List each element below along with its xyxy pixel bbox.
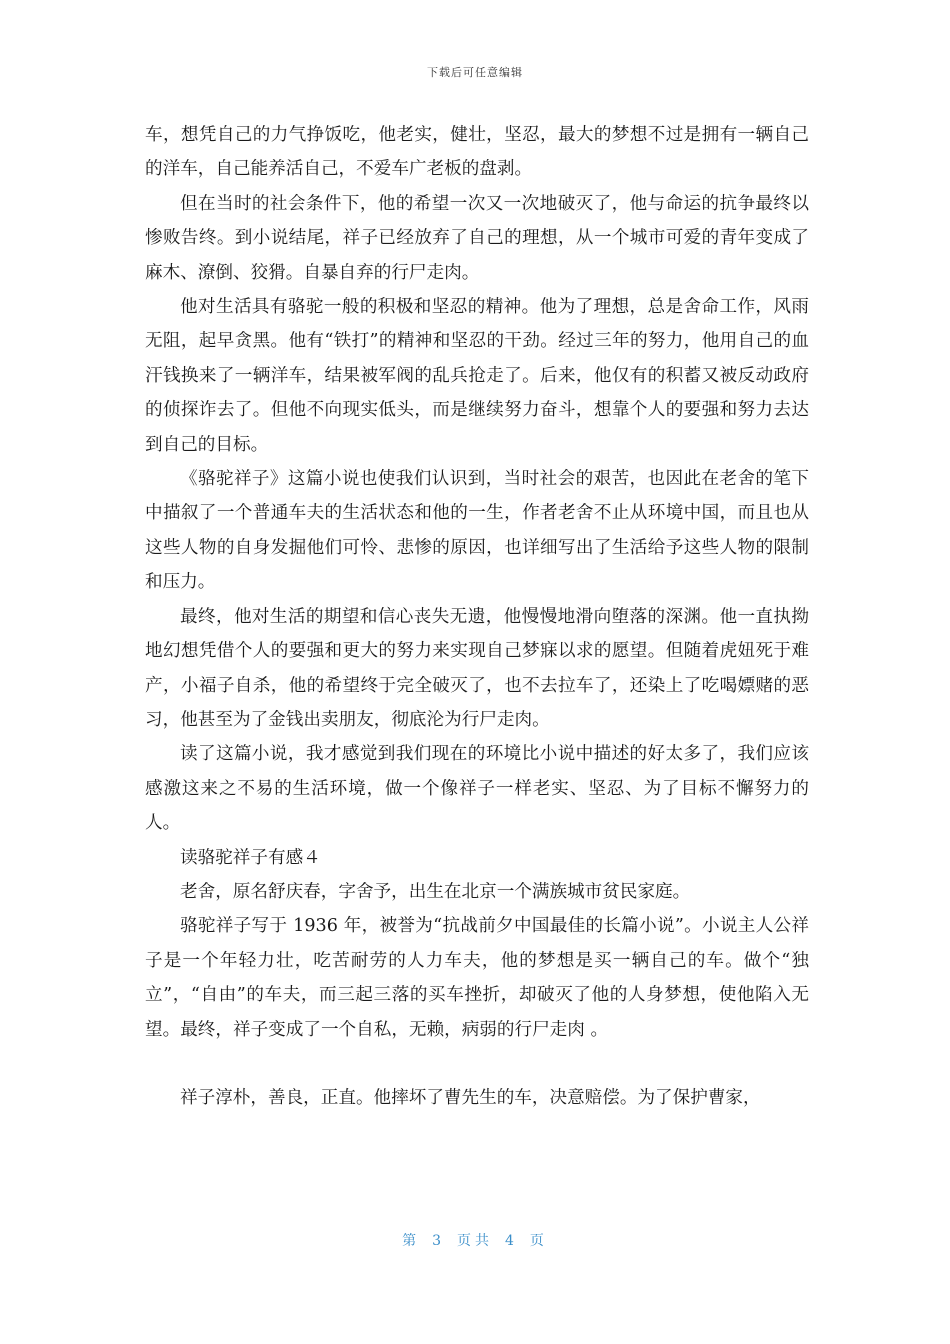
total-pages-number: 4	[505, 1233, 518, 1249]
paragraph-continuation: 车，想凭自己的力气挣饭吃，他老实，健壮，坚忍，最大的梦想不过是拥有一辆自己的洋车，自己能养活自己，不爱车广老板的盘剥。	[145, 125, 809, 180]
paragraph: 骆驼祥子写于 1936 年，被誉为“抗战前夕中国最佳的长篇小说”。小说主人公祥子是一个年轻力壮，吃苦耐劳的人力车夫，他的梦想是买一辆自己的车。做个“独立”，“自由”的车夫，而三起三落的买车挫折，却破灭了他的人身梦想，使他陷入无望。最终，祥子变成了一个自私，无赖，病弱的行尸走肉 。	[145, 916, 809, 1040]
paragraph: 老舍，原名舒庆春，字舍予，出生在北京一个满族城市贫民家庭。	[180, 881, 691, 902]
paragraph: 祥子淳朴，善良，正直。他摔坏了曹先生的车，决意赔偿。为了保护曹家，	[180, 1087, 761, 1108]
paragraph: 读了这篇小说，我才感觉到我们现在的环境比小说中描述的好太多了，我们应该感激这来之不易的生活环境，做一个像祥子一样老实、坚忍、为了目标不懈努力的人。	[145, 744, 809, 834]
paragraph-gap	[145, 1047, 809, 1081]
paragraph: 但在当时的社会条件下，他的希望一次又一次地破灭了，他与命运的抗争最终以惨败告终。到小说结尾，祥子已经放弃了自己的理想，从一个城市可爱的青年变成了麻木、潦倒、狡猾。自暴自弃的行尸走肉。	[145, 193, 809, 283]
paragraph: 《骆驼祥子》这篇小说也使我们认识到，当时社会的艰苦，也因此在老舍的笔下中描叙了一个普通车夫的生活状态和他的一生，作者老舍不止从环境中国，而且也从这些人物的自身发掘他们可怜、悲惨的原因，也详细写出了生活给予这些人物的限制和压力。	[145, 469, 809, 593]
page-label-prefix: 第	[402, 1233, 421, 1249]
section-heading: 读骆驼祥子有感４	[180, 847, 321, 868]
current-page-number: 3	[432, 1233, 445, 1249]
page-label-suffix: 页	[529, 1233, 548, 1249]
paragraph: 他对生活具有骆驼一般的积极和坚忍的精神。他为了理想，总是舍命工作，风雨无阻，起早贪黑。他有“铁打”的精神和坚忍的干劲。经过三年的努力，他用自己的血汗钱换来了一辆洋车，结果被军阀的乱兵抢走了。后来，他仅有的积蓄又被反动政府的侦探诈去了。但他不向现实低头，而是继续努力奋斗，想靠个人的要强和努力去达到自己的目标。	[145, 297, 809, 455]
page-label-middle: 页共	[457, 1233, 493, 1249]
document-body	[145, 118, 809, 1115]
paragraph: 最终，他对生活的期望和信心丧失无遗，他慢慢地滑向堕落的深渊。他一直执拗地幻想凭借个人的要强和更大的努力来实现自己梦寐以求的愿望。但随着虎妞死于难产，小福子自杀，他的希望终于完全破灭了，也不去拉车了，还染上了吃喝嫖赌的恶习，他甚至为了金钱出卖朋友，彻底沦为行尸走肉。	[145, 606, 809, 730]
page-header: 下载后可任意编辑	[427, 66, 523, 79]
page-footer	[0, 1230, 950, 1250]
